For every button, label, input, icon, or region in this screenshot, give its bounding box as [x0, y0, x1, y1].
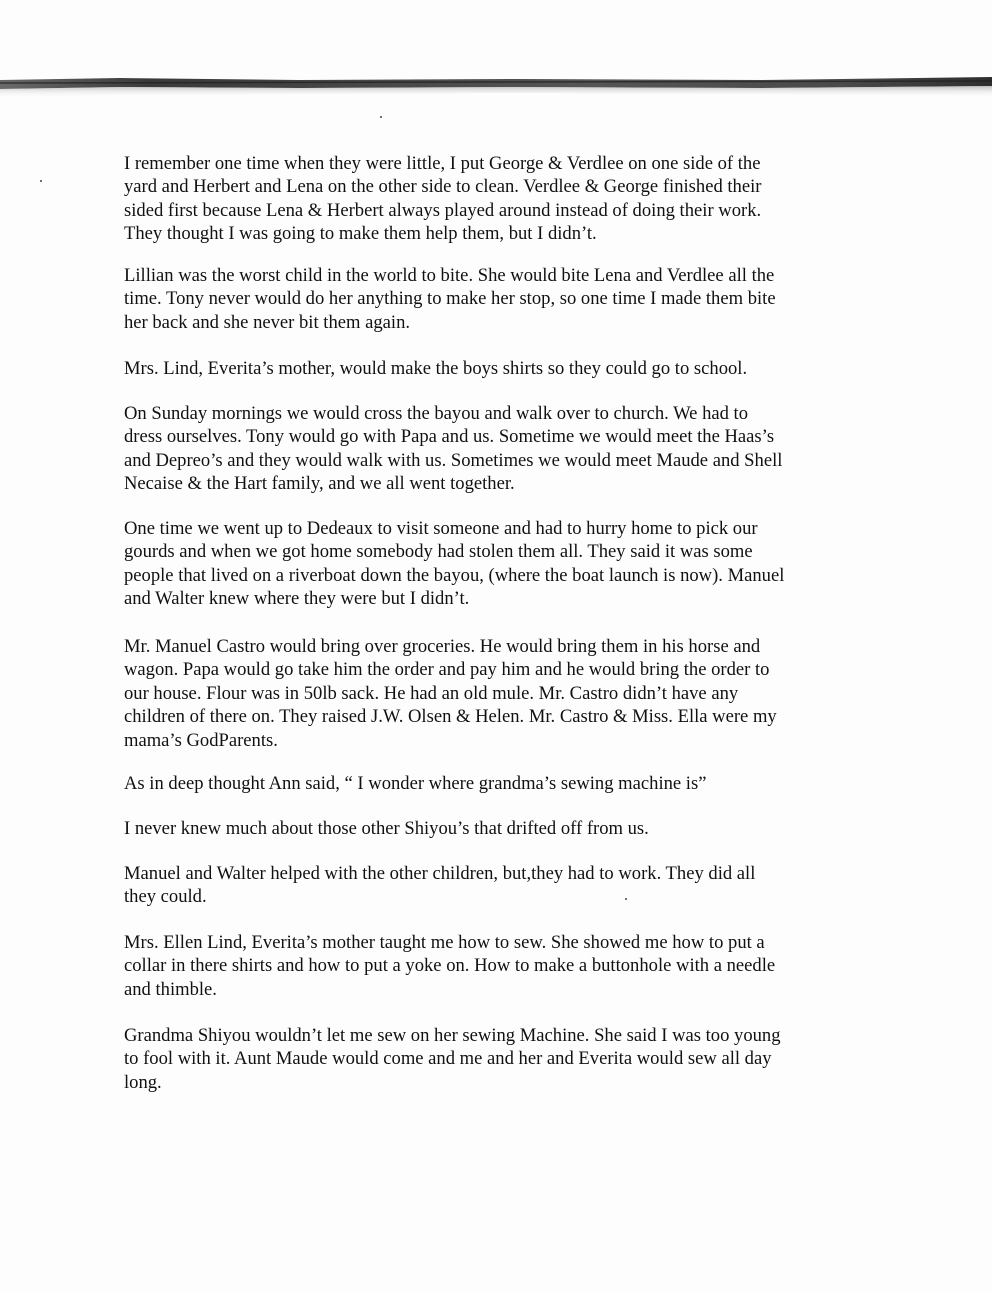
paragraph: Mrs. Ellen Lind, Everita’s mother taught me how to sew. She showed me how to put a collar in there shirts and how to put a yoke on. How to make a buttonhole with a needle and thimble.: [124, 932, 776, 1000]
paragraph: One time we went up to Dedeaux to visit someone and had to hurry home to pick our gourds and when we got home somebody had stolen them all. They said it was some people that lived on a riverboat down the bayou, (where the boat launch is now). Manuel and Walter knew where they were but I didn’t.: [124, 518, 785, 610]
paragraph: Lillian was the worst child in the world to bite. She would bite Lena and Verdlee all the time. Tony never would do her anything to make her stop, so one time I made them bite her back and she never bit them again.: [124, 265, 776, 333]
paragraph: As in deep thought Ann said, “ I wonder where grandma’s sewing machine is”: [124, 773, 707, 794]
paragraph: On Sunday mornings we would cross the bayou and walk over to church. We had to dress ourselves. Tony would go with Papa and us. Sometime we would meet the Haas’s and Depreo’s and they would walk with us. Sometimes we would meet Maude and Shell Necaise & the Hart family, and we all went together.: [124, 403, 783, 495]
scan-speck: [380, 116, 382, 118]
paragraph: I never knew much about those other Shiyou’s that drifted off from us.: [124, 818, 649, 839]
scan-edge-graphic: [0, 74, 992, 100]
paragraph: Mrs. Lind, Everita’s mother, would make the boys shirts so they could go to school.: [124, 358, 748, 379]
paragraph: Mr. Manuel Castro would bring over groceries. He would bring them in his horse and wagon. Papa would go take him the order and pay him and he would bring the order to our house. Flour was in 50lb sack. He had an old mule. Mr. Castro didn’t have any children of there on. They raised J.W. Olsen & Helen. Mr. Castro & Miss. Ella were my mama’s GodParents.: [124, 636, 777, 751]
paragraph: I remember one time when they were little, I put George & Verdlee on one side of the yard and Herbert and Lena on the other side to clean. Verdlee & George finished their sided first because Lena & Herbert always played around instead of doing their work. They thought I was going to make them help them, but I didn’t.: [124, 153, 762, 245]
paragraph: Manuel and Walter helped with the other children, but,they had to work. They did all they could.: [124, 863, 756, 908]
scan-speck: [40, 180, 42, 182]
paragraph: Grandma Shiyou wouldn’t let me sew on her sewing Machine. She said I was too young to fool with it. Aunt Maude would come and me and her and Everita would sew all day long.: [124, 1025, 781, 1093]
scan-edge-bar: [0, 74, 992, 100]
